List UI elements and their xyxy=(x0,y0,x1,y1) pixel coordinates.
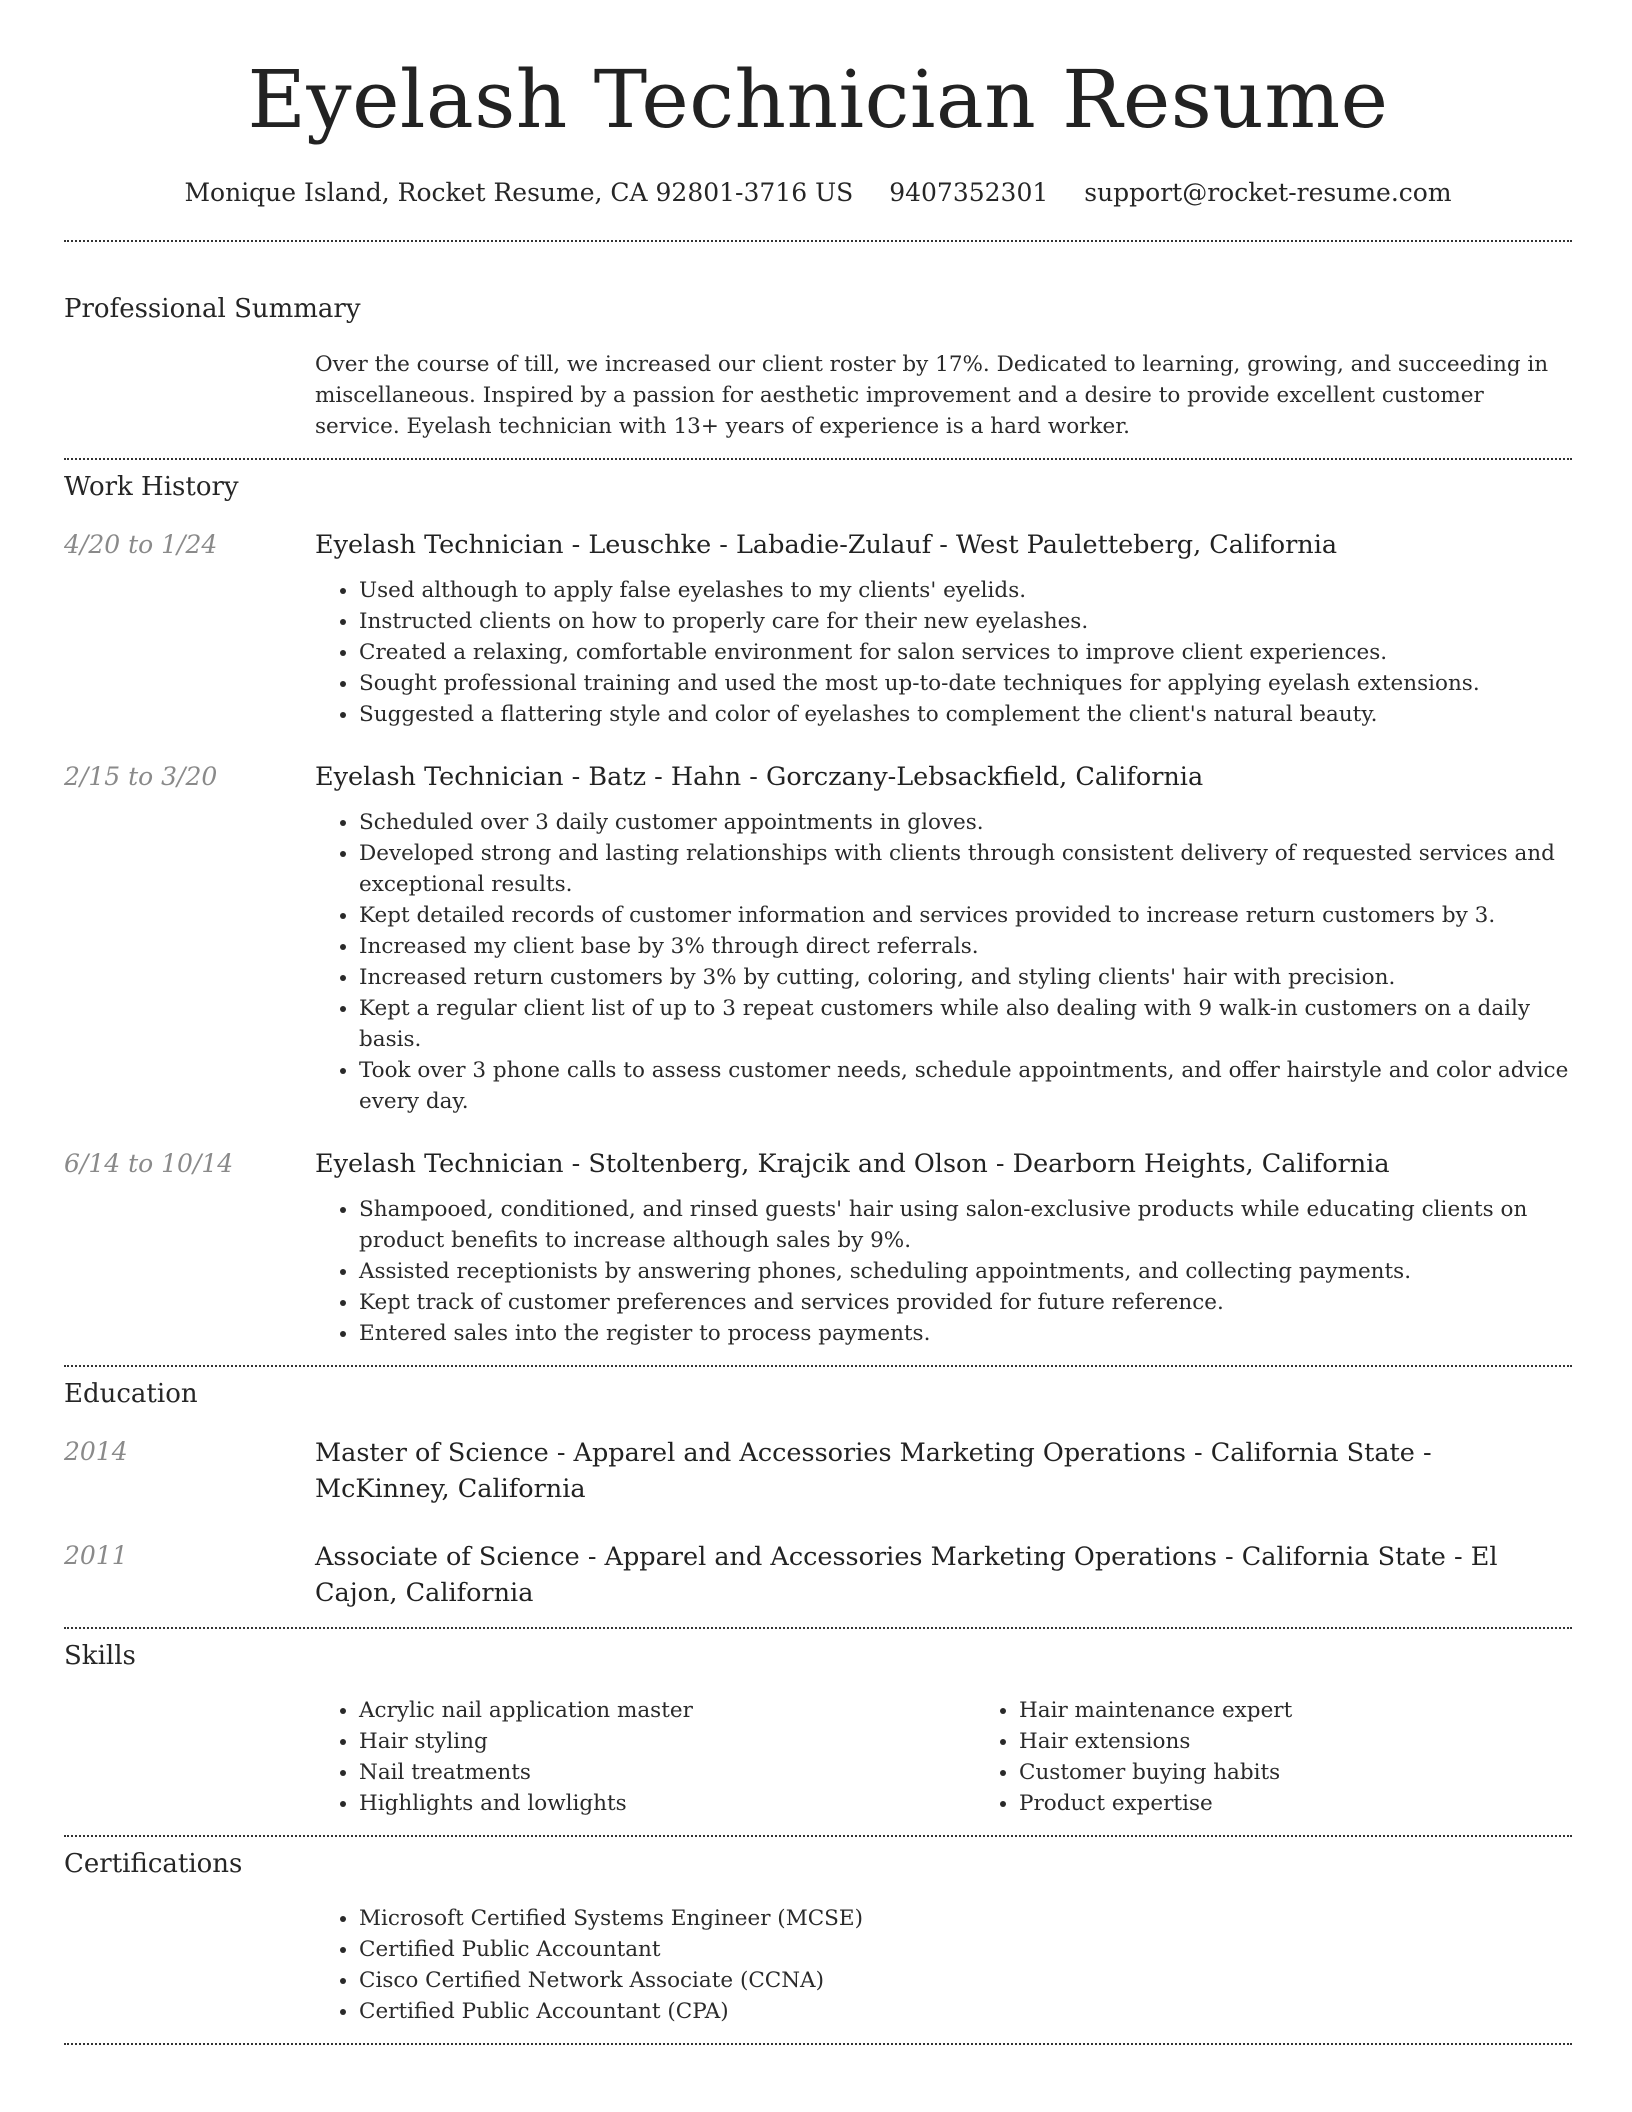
job-entry xyxy=(64,1147,1572,1349)
list-item: • Sought professional training and used the most up-to-date techniques for applying eyelash extensions. xyxy=(359,668,1572,699)
skills-list-left xyxy=(315,1695,975,1819)
summary-text: Over the course of till, we increased our client roster by 17%. Dedicated to learning, growing, and succeeding in miscellaneous. Inspired by a passion for aesthetic improvement and a desire to provide excellent customer service. Eyelash technician with 13+ years of experience is a hard worker. xyxy=(315,352,1549,439)
divider xyxy=(64,2043,1572,2045)
certifications-list xyxy=(315,1903,1572,2027)
list-item: • Nail treatments xyxy=(359,1757,975,1788)
job-bullets xyxy=(315,575,1572,730)
list-item: • Took over 3 phone calls to assess customer needs, schedule appointments, and offer hairstyle and color advice every day. xyxy=(359,1055,1572,1117)
education-year: 2014 xyxy=(64,1437,128,1466)
list-item: • Entered sales into the register to process payments. xyxy=(359,1318,1572,1349)
education-entry xyxy=(64,1435,1572,1507)
job-entry xyxy=(64,528,1572,730)
list-item: • Hair maintenance expert xyxy=(1019,1695,1632,1726)
certifications-heading: Certifications xyxy=(64,1849,243,1879)
contact-email: support@rocket-resume.com xyxy=(1084,178,1452,207)
resume-page xyxy=(64,0,1572,2045)
list-item: • Shampooed, conditioned, and rinsed guests' hair using salon-exclusive products while educating clients on product benefits to increase although sales by 9%. xyxy=(359,1194,1572,1256)
list-item: • Kept detailed records of customer information and services provided to increase return customers by 3. xyxy=(359,900,1572,931)
list-item: • Increased my client base by 3% through direct referrals. xyxy=(359,931,1572,962)
list-item: • Increased return customers by 3% by cutting, coloring, and styling clients' hair with precision. xyxy=(359,962,1572,993)
list-item: • Developed strong and lasting relationships with clients through consistent delivery of requested services and exceptional results. xyxy=(359,838,1572,900)
contact-line xyxy=(64,176,1572,210)
list-item: • Certified Public Accountant (CPA) xyxy=(359,1996,1572,2027)
certifications-section xyxy=(64,1837,1572,2043)
list-item: • Hair extensions xyxy=(1019,1726,1632,1757)
list-item: • Kept track of customer preferences and services provided for future reference. xyxy=(359,1287,1572,1318)
education-degree: Associate of Science - Apparel and Accessories Marketing Operations - California State - El Cajon, California xyxy=(315,1542,1498,1608)
list-item: • Product expertise xyxy=(1019,1788,1632,1819)
job-title: Eyelash Technician - Leuschke - Labadie-Zulauf - West Pauletteberg, California xyxy=(315,530,1338,560)
list-item: • Cisco Certified Network Associate (CCNA) xyxy=(359,1965,1572,1996)
skills-list-right xyxy=(975,1695,1632,1819)
list-item: • Scheduled over 3 daily customer appointments in gloves. xyxy=(359,807,1572,838)
summary-heading: Professional Summary xyxy=(64,294,361,324)
skills-heading: Skills xyxy=(64,1641,136,1671)
job-dates: 6/14 to 10/14 xyxy=(64,1149,234,1178)
list-item: • Hair styling xyxy=(359,1726,975,1757)
list-item: • Microsoft Certified Systems Engineer (MCSE) xyxy=(359,1903,1572,1934)
resume-title: Eyelash Technician Resume xyxy=(247,53,1389,146)
list-item: • Instructed clients on how to properly care for their new eyelashes. xyxy=(359,606,1572,637)
list-item: • Used although to apply false eyelashes to my clients' eyelids. xyxy=(359,575,1572,606)
list-item: • Created a relaxing, comfortable environment for salon services to improve client experiences. xyxy=(359,637,1572,668)
education-heading: Education xyxy=(64,1379,198,1409)
job-dates: 4/20 to 1/24 xyxy=(64,530,218,559)
list-item: • Customer buying habits xyxy=(1019,1757,1632,1788)
job-title: Eyelash Technician - Stoltenberg, Krajcik and Olson - Dearborn Heights, California xyxy=(315,1149,1390,1179)
education-year: 2011 xyxy=(64,1541,128,1570)
contact-phone: 9407352301 xyxy=(889,178,1049,207)
job-title: Eyelash Technician - Batz - Hahn - Gorczany-Lebsackfield, California xyxy=(315,762,1204,792)
list-item: • Assisted receptionists by answering phones, scheduling appointments, and collecting payments. xyxy=(359,1256,1572,1287)
list-item: • Suggested a flattering style and color of eyelashes to complement the client's natural beauty. xyxy=(359,699,1572,730)
education-entry xyxy=(64,1539,1572,1611)
list-item: • Highlights and lowlights xyxy=(359,1788,975,1819)
contact-address: Monique Island, Rocket Resume, CA 92801-3716 US xyxy=(184,178,854,207)
education-section xyxy=(64,1367,1572,1627)
education-degree: Master of Science - Apparel and Accessories Marketing Operations - California State - McKinney, California xyxy=(315,1438,1432,1504)
job-entry xyxy=(64,760,1572,1117)
list-item: • Acrylic nail application master xyxy=(359,1695,975,1726)
summary-section xyxy=(64,242,1572,458)
skills-section xyxy=(64,1629,1572,1835)
work-history-heading: Work History xyxy=(64,472,239,502)
job-bullets xyxy=(315,1194,1572,1349)
skills-grid xyxy=(315,1695,1632,1819)
job-dates: 2/15 to 3/20 xyxy=(64,762,218,791)
work-history-section xyxy=(64,460,1572,1365)
list-item: • Kept a regular client list of up to 3 repeat customers while also dealing with 9 walk-in customers on a daily basis. xyxy=(359,993,1572,1055)
job-bullets xyxy=(315,807,1572,1117)
list-item: • Certified Public Accountant xyxy=(359,1934,1572,1965)
